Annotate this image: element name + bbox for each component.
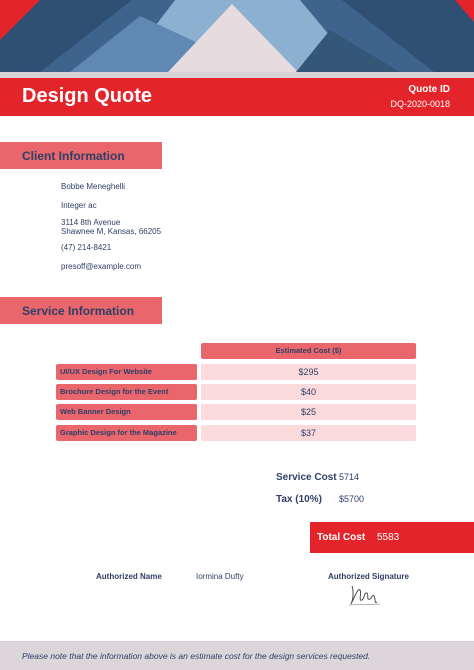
authorized-signature-label: Authorized Signature bbox=[328, 572, 409, 581]
service-cost-label: Service Cost bbox=[276, 472, 337, 483]
title-bar bbox=[0, 78, 474, 116]
service-information-heading: Service Information bbox=[0, 297, 162, 324]
service-item-name: UI/UX Design For Website bbox=[56, 364, 197, 380]
service-item-cost: $295 bbox=[201, 364, 416, 380]
client-information-heading: Client Information bbox=[0, 142, 162, 169]
service-item-cost: $40 bbox=[201, 384, 416, 400]
total-cost-value: 5583 bbox=[377, 532, 400, 543]
footer-note: Please note that the information above is an estimate cost for the design services requested. bbox=[0, 641, 474, 670]
header-banner-graphic bbox=[0, 0, 474, 72]
estimated-cost-column-header: Estimated Cost ($) bbox=[201, 343, 416, 359]
authorized-name-label: Authorized Name bbox=[96, 572, 162, 581]
total-cost-label: Total Cost bbox=[317, 532, 366, 543]
service-cost-value: 5714 bbox=[339, 472, 360, 482]
client-phone: (47) 214-8421 bbox=[61, 243, 112, 252]
client-name: Bobbe Meneghelli bbox=[61, 182, 126, 191]
client-email: presoff@example.com bbox=[61, 262, 142, 271]
quote-id-label: Quote ID bbox=[408, 84, 450, 95]
authorized-name-value: Iormina Dufty bbox=[196, 572, 244, 581]
signature-image bbox=[344, 582, 384, 613]
service-item-name: Graphic Design for the Magazine bbox=[56, 425, 197, 441]
total-cost-box bbox=[310, 522, 474, 553]
client-company: Integer ac bbox=[61, 201, 97, 210]
client-address-line1: 3114 8th Avenue bbox=[61, 218, 121, 227]
service-item-name: Brochure Design for the Event bbox=[56, 384, 197, 400]
service-item-cost: $37 bbox=[201, 425, 416, 441]
quote-id-value: DQ-2020-0018 bbox=[390, 99, 450, 109]
service-item-cost: $25 bbox=[201, 404, 416, 420]
tax-label: Tax (10%) bbox=[276, 494, 322, 505]
tax-value: $5700 bbox=[339, 494, 365, 504]
service-item-name: Web Banner Design bbox=[56, 404, 197, 420]
document-title: Design Quote bbox=[22, 85, 153, 107]
client-address-line2: Shawnee M, Kansas, 66205 bbox=[61, 227, 162, 236]
